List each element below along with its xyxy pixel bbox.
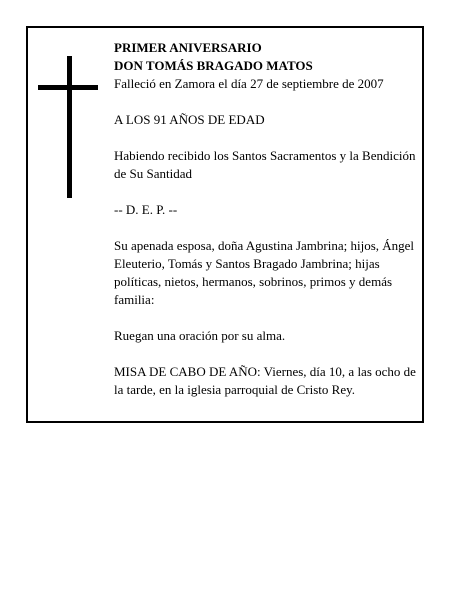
death-details: Falleció en Zamora el día 27 de septiembre de 2007 [114,76,384,91]
prayer-line: Ruegan una oración por su alma. [114,328,286,343]
obituary-notice [26,26,424,423]
cross-vertical-bar [67,56,72,198]
family-line: Su apenada esposa, doña Agustina Jambrina; hijos, Ángel Eleuterio, Tomás y Santos Bragado Jambrina; hijas políticas, nietos, hermanos, sobrinos, primos y demás familia: [114,238,415,307]
age-line: A LOS 91 AÑOS DE EDAD [114,112,265,127]
cross-horizontal-bar [38,85,98,90]
notice-text [114,39,420,399]
sacraments-line: Habiendo recibido los Santos Sacramentos y la Bendición de Su Santidad [114,148,416,181]
rip-line: -- D. E. P. -- [114,202,178,217]
deceased-name: DON TOMÁS BRAGADO MATOS [114,58,313,73]
anniversary-heading: PRIMER ANIVERSARIO [114,40,262,55]
mass-line: MISA DE CABO DE AÑO: Viernes, día 10, a las ocho de la tarde, en la iglesia parroquial de Cristo Rey. [114,364,416,397]
